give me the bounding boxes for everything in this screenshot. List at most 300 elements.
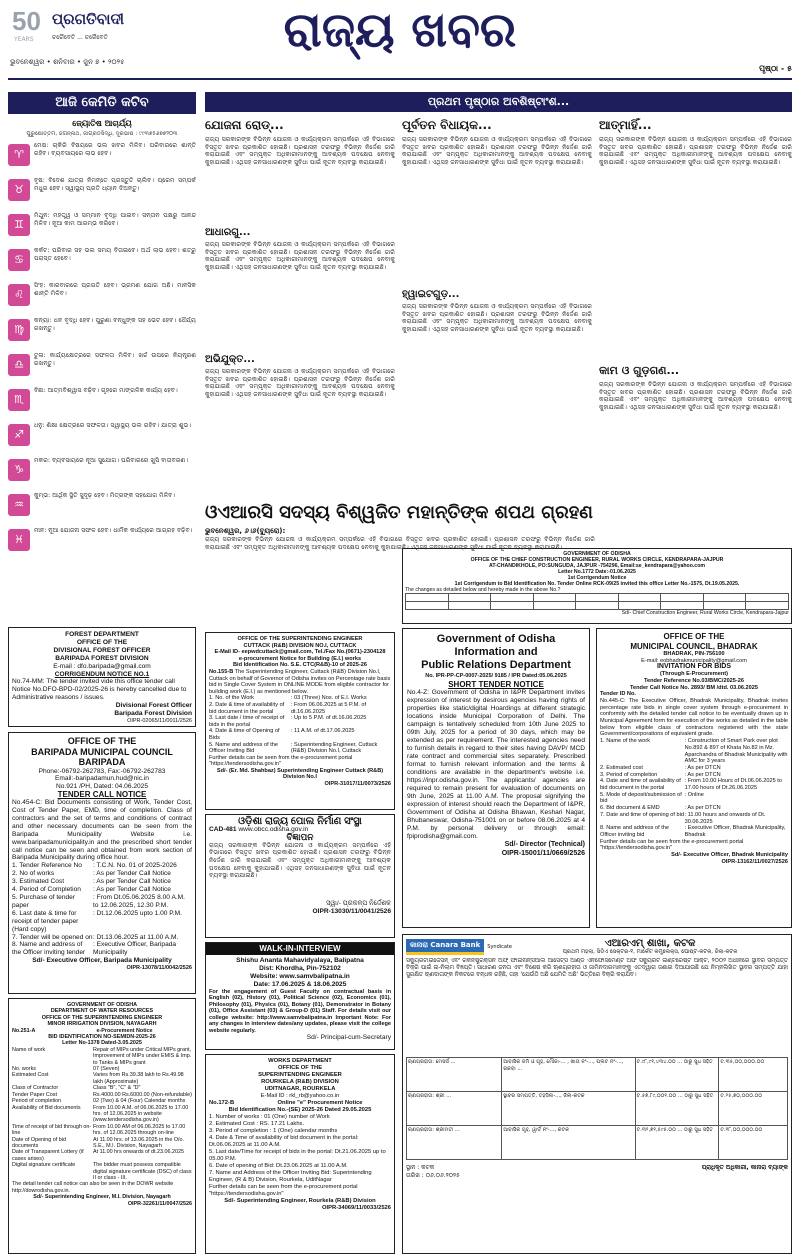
forest-ref: OIPR-02065/11/0011/2526: [127, 717, 192, 724]
notice-row: [12, 1137, 192, 1150]
article-3-heading: ଆତ୍ମାହିଁ...: [599, 118, 652, 132]
forest-title3: DIVISIONAL FOREST OFFICER: [53, 646, 151, 654]
article-2-heading: ପୂର୍ବତନ ବିଧାୟକ...: [402, 118, 492, 132]
horoscope-item: [8, 142, 196, 177]
ipr-ref: OIPR-15001/11/0669/2526: [501, 849, 585, 857]
article-col-3: [599, 118, 792, 548]
canara-table: [406, 1057, 788, 1160]
notice-row-value: : 03 (Three) Nos. of E.I. Works: [290, 695, 367, 702]
article-3-body: ରାଜ୍ୟ ସରକାରଙ୍କ ବିଭିନ୍ନ ଯୋଜନା ଓ କାର୍ଯ୍ୟକ୍ରମ ସମ୍ପର୍କରେ ଏହି ବିଭାଗରେ ବିସ୍ତୃତ ଖବର ପ୍ରକାଶିତ ହୋଇଛି। ପ୍ରଶାସନ ତରଫରୁ ବିଭିନ୍ନ ନିର୍ଦ୍ଦେଶ ଜାରି କରାଯାଇଛି ଏବଂ ସମ୍ପୃକ୍ତ ଅଧିକାରୀମାନଙ୍କୁ ଆବଶ୍ୟକ ପଦକ୍ଷେପ ନେବାକୁ କୁହାଯାଇଛି। ଏଥିସହ ଜନସାଧାରଣଙ୍କ ସୁବିଧା ପାଇଁ ନୂତନ ବ୍ୟବସ୍ଥା କରାଯାଇଛି।: [599, 136, 792, 166]
rwss-notice: [402, 548, 792, 624]
notice-row: [209, 715, 391, 728]
rourkela-no: No.172-B: [209, 1100, 235, 1106]
zodiac-icon: ♎: [8, 354, 30, 376]
brand-name: ପ୍ରଗତିବାଦୀ: [52, 10, 125, 28]
baripada-sign: Sd/- Executive Officer, Baripada Municipality: [32, 957, 172, 965]
zodiac-icon: ♍: [8, 319, 30, 341]
rourkela-ref: OIPR-34069/11/0033/2526: [322, 1205, 391, 1211]
canara-date: ତାରିଖ : ୦୬.୦୬.୨୦୨୫: [406, 1172, 460, 1179]
notice-row: [209, 728, 391, 741]
notice-row: [209, 1163, 391, 1170]
notice-row-key: 5. Name and address of the Officer Inviting Bid: [209, 741, 279, 755]
zodiac-icon: ♒: [8, 494, 30, 516]
article-3-body-2: ରାଜ୍ୟ ସରକାରଙ୍କ ବିଭିନ୍ନ ଯୋଜନା ଓ କାର୍ଯ୍ୟକ୍ରମ ସମ୍ପର୍କରେ ଏହି ବିଭାଗରେ ବିସ୍ତୃତ ଖବର ପ୍ରକାଶିତ ହୋଇଛି। ପ୍ରଶାସନ ତରଫରୁ ବିଭିନ୍ନ ନିର୍ଦ୍ଦେଶ ଜାରି କରାଯାଇଛି ଏବଂ ସମ୍ପୃକ୍ତ ଅଧିକାରୀମାନଙ୍କୁ ଆବଶ୍ୟକ ପଦକ୍ଷେପ ନେବାକୁ କୁହାଯାଇଛି। ଏଥିସହ ଜନସାଧାରଣଙ୍କ ସୁବିଧା ପାଇଁ ନୂତନ ବ୍ୟବସ୍ଥା କରାଯାଇଛି।: [599, 381, 792, 411]
notice-row-value: : 11.00 hours and onwards of Dt. 30.06.2025: [684, 811, 766, 825]
canara-address: ପ୍ରଥମ ମହଲା, ସିଡିଏ ସେକ୍ଟର-୧, ମାର୍କେଟ କମ୍ପ୍ଲେକ୍ସ, ପୋଷ୍ଟ-କଟକ, ଜିଲା-କଟକ: [562, 949, 738, 955]
rwss-title1: GOVERNMENT OF ODISHA: [563, 551, 631, 557]
bhadrak-body: No.445-C: The Executive Officer, Bhadrak Municipality, Bhadrak invites percentage rate bids in single cover system through e-procurement in conformity with the detailed tender call notice to be eventually drawn up in Municipal Agreement form for execution of the works as detailed in the table below from eligible class of contractors registered with the state Government/corporations of equivalent grade.: [600, 697, 788, 738]
water-title1: GOVERNMENT OF ODISHA: [66, 1002, 138, 1008]
canara-branch: ଏଆରଏମ୍ ଶାଖା, କଟକ: [604, 938, 696, 949]
notice-row-value: Varies from Rs.39.38 lakh to Rs.49.98 lakh (Approximate): [93, 1072, 184, 1085]
rwss-note: The changes as detailed below and hereby made in the above No.?: [405, 587, 561, 593]
bhadrak-table: [600, 738, 788, 839]
article-2-body-2: ରାଜ୍ୟ ସରକାରଙ୍କ ବିଭିନ୍ନ ଯୋଜନା ଓ କାର୍ଯ୍ୟକ୍ରମ ସମ୍ପର୍କରେ ଏହି ବିଭାଗରେ ବିସ୍ତୃତ ଖବର ପ୍ରକାଶିତ ହୋଇଛି। ପ୍ରଶାସନ ତରଫରୁ ବିଭିନ୍ନ ନିର୍ଦ୍ଦେଶ ଜାରି କରାଯାଇଛି ଏବଂ ସମ୍ପୃକ୍ତ ଅଧିକାରୀମାନଙ୍କୁ ଆବଶ୍ୟକ ପଦକ୍ଷେପ ନେବାକୁ କୁହାଯାଇଛି। ଏଥିସହ ଜନସାଧାରଣଙ୍କ ସୁବିଧା ପାଇଁ ନୂତନ ବ୍ୟବସ୍ଥା କରାଯାଇଛି।: [402, 303, 592, 333]
notice-row-key: Date of Transparent Lottery (if cases arises): [12, 1149, 84, 1162]
rwss-title3: AT-CHANDIKHOLE, PO:SUNGUDA, JAJPUR -754296, Email:se_kendrapara@yahoo.com: [489, 563, 705, 569]
notice-row-key: Tender Paper Cost: [12, 1091, 57, 1098]
notice-row: [209, 1149, 391, 1163]
rwss-sub: 1st Corrigendum to Bid Identification No. Tender Online RCK-09/25 invited this office Letter No.-1575, Dt.19.05.2025.: [454, 581, 740, 587]
water-title3: OFFICE OF THE SUPERINTENDING ENGINEER: [41, 1014, 163, 1021]
notice-row: [12, 886, 192, 894]
notice-row-value: : Executive Officer, Baripada Municipality: [93, 941, 177, 957]
article-2-subheading: ହ୍ୱାଇଟଗୁଡ଼...: [402, 289, 460, 300]
notice-row-key: 2. Estimated Cost : RS. 17.21 Lakhs.: [209, 1121, 305, 1127]
ipr-body: No.4-Z: Government of Odisha in I&PR Department invites expression of interest by desirous agencies having rights of properties like static/digital Hoardings at different strategic locations inside Municipal Corporation of Delhi. The campaign is tentatively scheduled from 10th June 2025 to 09th July, 2025 for a period of 30 days, which may be extended as per requirement. The interested agencies need to furnish details in regard to their sites having DAVP/ MCD rate contract and commercial sites separately. Prescribed format to furnish relevant information and the terms & conditions are available in the department's website i.e. https://inpr.odisha.gov.in. The applicants/ agencies are required to remain present for evaluation of documents on 9th June, 2025 at 11.00 A.M. The proposal signifying the expression of interest should reach the Department of I&PR, Government of Odisha at Odisha Bhawan, Keshari Nagar, Bhubaneswar, Odisha-751001 on or before 08.06.2025 at 4 P.M. by personal delivery or through email: fpiprodisha@gmail.com.: [407, 689, 585, 840]
baripada-body: No.454-C: Bid Documents consisting of Work, Tender Cost, Cost of Tender Paper, EMD, time of completion. Class of contractors and the set of terms and conditions of contract and other necessary documents can be seen from the Baripada Municipality Website i.e. www.baripadamunicipality.in and the prescribed short tender call notice can be seen and obtained from work section of Baripada Municipality during office hour.: [12, 799, 192, 862]
canara-table-cell: ଟ.୧୮,୦୦,୦୦୦.୦୦: [719, 1126, 788, 1160]
notice-row-key: 8. Name and address of the Officer inviting tender: [12, 941, 86, 957]
lead-dateline: ଭୁବନେଶ୍ୱର, ୬।୬(ବ୍ୟୁରୋ):: [205, 527, 286, 535]
zodiac-icon: ♊: [8, 214, 30, 236]
dateline: ଭୁବନେଶ୍ୱର • ଶନିବାର • ଜୁନ ୭ • ୨୦୨୫: [10, 58, 125, 66]
notice-row-value: : Dt.13.06.2025 at 11.00 A.M.: [93, 933, 179, 941]
article-1-body: ରାଜ୍ୟ ସରକାରଙ୍କ ବିଭିନ୍ନ ଯୋଜନା ଓ କାର୍ଯ୍ୟକ୍ରମ ସମ୍ପର୍କରେ ଏହି ବିଭାଗରେ ବିସ୍ତୃତ ଖବର ପ୍ରକାଶିତ ହୋଇଛି। ପ୍ରଶାସନ ତରଫରୁ ବିଭିନ୍ନ ନିର୍ଦ୍ଦେଶ ଜାରି କରାଯାଇଛି ଏବଂ ସମ୍ପୃକ୍ତ ଅଧିକାରୀମାନଙ୍କୁ ଆବଶ୍ୟକ ପଦକ୍ଷେପ ନେବାକୁ କୁହାଯାଇଛି। ଏଥିସହ ଜନସାଧାରଣଙ୍କ ସୁବିଧା ପାଇଁ ନୂତନ ବ୍ୟବସ୍ଥା କରାଯାଇଛି।: [205, 136, 395, 166]
water-notice: [8, 998, 196, 1254]
notice-row: [600, 812, 788, 825]
horoscope-item: [8, 422, 196, 457]
interview-sign: Sd/- Principal-cum-Secretary: [306, 1034, 391, 1042]
canara-table-cell: ସ୍ଥାବର ସମ୍ପତ୍ତି, ତହସିଲ-..., ଜିଲା-କଟକ: [502, 1092, 635, 1126]
notice-row-value: : As per Tender Call Notice: [93, 878, 171, 886]
water-footer: The detail tender call notice can also be seen in the DOWR website http://dowrodisha.gov.in.: [12, 1181, 174, 1194]
interview-title: Shishu Ananta Mahavidyalaya, Balipatna: [236, 957, 364, 964]
cuttack-ref: OIPR-31017/11/0073/2526: [324, 781, 391, 788]
notice-row-value: : As per DTCN: [684, 764, 721, 771]
notice-row-key: 3. Last date / time of receipt of bids in the portal: [209, 715, 285, 728]
horoscope-text: ଧନୁ: ଶିକ୍ଷା କ୍ଷେତ୍ରରେ ସଫଳତା। ସ୍ୱାସ୍ଥ୍ୟ ଭଲ ରହିବ। ଯାତ୍ରା ଶୁଭ।: [34, 422, 192, 429]
water-letter: Letter No-1378 Dated-3.05.2025: [62, 1040, 142, 1047]
horoscope-item: [8, 317, 196, 352]
notice-row-value: : Online: [684, 791, 704, 798]
horoscope-text: କର୍କଟ: ପରିବାର ସହ ଭଲ ସମୟ ବିତାଇବେ। ଅର୍ଥ ଲାଭ ହେବ। ଶତ୍ରୁ ପରାସ୍ତ ହେବେ।: [34, 247, 196, 262]
article-col-1: [205, 118, 395, 500]
obcc-heading: ବିଜ୍ଞାପନ: [286, 831, 314, 842]
notice-row: [209, 1170, 391, 1184]
ipr-notice: [402, 628, 590, 928]
canara-table-cell: ଟ.୩୨,୭୧,୫୯୫.୦୦ ... ଠାରୁ ସୁଧ ସହିତ: [635, 1126, 719, 1160]
article-1-subheading-2: ଅଭିଯୁକ୍ତ...: [205, 354, 255, 365]
horoscope-author: ଜ୍ୟୋତିଷ ଆଚାର୍ଯ୍ୟ: [72, 119, 132, 128]
horoscope-panel: [8, 92, 196, 622]
notice-row: [12, 870, 192, 878]
notice-row-value: 02 (Two) & 04 (Four) Calendar months: [93, 1098, 186, 1105]
notice-row-key: Period of completion: [12, 1098, 62, 1105]
notice-row-key: 6. Bid document & EMD: [600, 805, 660, 812]
canara-table-row: [407, 1058, 788, 1092]
notice-row-value: Repair of MIPs under Critical MIPs grant, Improvement of MIPs under EMIS & Imp. to Tanks & MIPs grant: [93, 1046, 192, 1066]
notice-row-value: : Executive Officer, Bhadrak Municipality, Bhadrak: [684, 825, 786, 838]
canara-place: ସ୍ଥାନ : କଟକ: [406, 1164, 435, 1171]
ipr-no: No. IPR-PP-CP-0007-2025/ 9185 / IPR Dated:05.06.2025: [425, 673, 567, 679]
notice-row-key: 1. No. of the Work: [209, 695, 254, 702]
notice-row-key: Class of Contractor: [12, 1085, 59, 1092]
canara-sign: ପ୍ରାଧିକୃତ ଅଧିକାରୀ, କାନାରା ବ୍ୟାଙ୍କ: [701, 1164, 788, 1171]
notice-row: [209, 1128, 391, 1135]
article-1-subheading: ଆଧାରଗୁ...: [205, 227, 251, 238]
rourkela-title2: OFFICE OF THE: [277, 1065, 323, 1071]
horoscope-item: [8, 352, 196, 387]
notice-row-key: 4. Period of Completion: [12, 886, 81, 894]
cuttack-no: No.155-B: [209, 668, 234, 675]
notice-row-value: : As per Tender Call Notice: [93, 886, 171, 894]
canara-logo: [406, 939, 484, 955]
canara-tag: Syndicate: [487, 944, 512, 950]
notice-row-key: 7. Tender will be opened on: [12, 933, 93, 941]
notice-row: [12, 1162, 192, 1181]
canara-table-cell: ଆବାସିକ ଗୃହ, ୱାର୍ଡ ନଂ-..., କଟକ: [502, 1126, 635, 1160]
rourkela-sign: Sd/- Superintending Engineer, Rourkela (R&B) Division: [224, 1198, 376, 1204]
notice-row-key: 8. Name and address of the Officer inviting bid: [600, 825, 670, 838]
obcc-no: CAD-481: [209, 825, 237, 833]
masthead: [0, 0, 800, 84]
article-col-2: [402, 118, 592, 500]
horoscope-text: ବିଛା: ଆତ୍ମବିଶ୍ୱାସ ବଢ଼ିବ। ଗୃହରେ ମାଙ୍ଗଳିକ କାର୍ଯ୍ୟ ହେବ।: [34, 387, 178, 394]
cuttack-footer: Further details can be seen from the e-procurement portal "https://tendersodisha.gov.in": [209, 754, 353, 768]
notice-row-key: 1. Name of the work: [600, 738, 651, 745]
baripada-title1: OFFICE OF THE: [67, 736, 137, 746]
canara-table-cell: ଆବାସିକ ଜମି ଓ ଗୃହ, ମୌଜା-... , ଖାତା ନଂ-..., ପ୍ଲଟ ନଂ-..., ରକବା ...: [502, 1058, 635, 1092]
notice-row-key: 2. Date & time of availability of bid document in the portal: [209, 701, 285, 715]
notice-row-key: 3. Estimated Cost: [12, 878, 65, 886]
water-title4: MINOR IRRIGATION DIVISION, NAYAGARH: [47, 1021, 157, 1028]
canara-table-row: [407, 1126, 788, 1160]
notice-row: [12, 1124, 192, 1137]
rwss-title2: OFFICE OF THE CHIEF CONSTRUCTION ENGINEER, RURAL WORKS CIRCLE, KENDRAPARA-JAJPUR: [470, 557, 724, 563]
notice-row-key: Time of receipt of bid through on-line: [12, 1123, 92, 1137]
horoscope-text: ତୁଳା: କାର୍ଯ୍ୟକ୍ଷେତ୍ରରେ ସଫଳତା ମିଳିବ। ଖର୍ଚ୍ଚ ଉପରେ ନିୟନ୍ତ୍ରଣ ରଖନ୍ତୁ।: [34, 352, 196, 367]
cuttack-title1: OFFICE OF THE SUPERINTENDING ENGINEER: [237, 636, 363, 642]
horoscope-item: [8, 247, 196, 282]
article-1-heading: ଯୋଜନା ରୋଡ୍...: [205, 118, 284, 132]
horoscope-text: ମିଥୁନ: ମହତ୍ତ୍ୱ ଓ ସମ୍ମାନ ବୃଦ୍ଧି ପାଇବ। ସନ୍ତାନ ପକ୍ଷରୁ ଆନନ୍ଦ ମିଳିବ। ନୂଆ କାମ ଆରମ୍ଭ କରିବେ।: [34, 212, 196, 227]
forest-title4: BARIPADA FOREST DIVISION: [55, 654, 149, 662]
baripada-table: [12, 862, 192, 957]
page-number: ପୃଷ୍ଠା - ୫: [759, 64, 792, 73]
notice-row: [600, 825, 788, 838]
page-title: ରାଜ୍ୟ ଖବର: [283, 2, 517, 58]
interview-heading: WALK-IN-INTERVIEW: [206, 943, 394, 955]
notice-row: [12, 1072, 192, 1085]
water-table: [12, 1047, 192, 1182]
bhadrak-title3: BHADRAK, PIN-756100: [663, 651, 725, 657]
horoscope-item: [8, 282, 196, 317]
horoscope-author-note: ପୁରୁଷୋତ୍ତମ, ଜଗନ୍ନାଥ, ଜାଗ୍ରତସିଦ୍ଧି, ଦୂରଭାଷ : ୯୯୩୭୫୬୭୭୨୦୩: [26, 131, 178, 137]
rwss-heading: 1st Corrigendum Notice: [567, 575, 627, 581]
canara-table-cell: ଟ.୫୭,୮୯,୦୦୧.୦୦ ... ଠାରୁ ସୁଧ ସହିତ: [635, 1092, 719, 1126]
cuttack-title2: CUTTACK (R&B) DIVISION NO.I, CUTTACK: [243, 642, 357, 649]
notice-row-key: Estimated Cost: [12, 1072, 49, 1079]
cuttack-sign: Sd/- (Er. Md. Shahbaz) Superintending Engineer Cuttack (R&B) Division No.I: [216, 767, 384, 781]
cuttack-sub: Bid Identification No. S.E. CTC(R&B)-10 of 2025-26: [233, 662, 367, 669]
bhadrak-title1: OFFICE OF THE: [663, 632, 725, 641]
notice-row-key: 4. Date and time of availability of bid document in the portal: [600, 778, 681, 792]
notice-row: [12, 934, 192, 942]
notice-row-value: At 11.00 hrs. of 13.06.2025 in the O/o. S.E., M.I. Division, Nayagarh: [93, 1136, 185, 1149]
horoscope-heading: ଆଜି କେମିତି କଟିବ: [8, 92, 196, 114]
notice-row-key: Date of Opening of bid documents: [12, 1136, 66, 1149]
obcc-ref: OIPR-13030/11/0041/2526: [312, 907, 391, 915]
baripada-heading: TENDER CALL NOTICE: [57, 790, 147, 800]
notice-row: [209, 702, 391, 715]
horoscope-text: କୁମ୍ଭ: ଆର୍ଥିକ ସ୍ଥିତି ସୁଦୃଢ଼ ହେବ। ମିତ୍ରଙ୍କ ସହଯୋଗ ମିଳିବ।: [34, 492, 176, 499]
horoscope-text: ବୃଷ: ବିଦେଶ ଯାତ୍ରା ନିମନ୍ତେ ପ୍ରସ୍ତୁତି ଚାଲିବ। ପ୍ରେମ ସମ୍ପର୍କ ମଧୁର ହେବ। ସ୍ୱାସ୍ଥ୍ୟ ପ୍ରତି ଧ୍ୟାନ ଦିଅନ୍ତୁ।: [34, 177, 196, 192]
bhadrak-ref: OIPR-13162/11/0027/2526: [721, 858, 788, 865]
notice-row: [600, 805, 788, 812]
canara-table-cell: ଟ.୨୫,୭୦,୦୦୦.୦୦: [719, 1092, 788, 1126]
zodiac-icon: ♐: [8, 424, 30, 446]
notice-row: [209, 742, 391, 755]
forest-email: E-mail : dfo.baripada@gmail.com: [53, 662, 151, 670]
rourkela-title3: SUPERINTENDING ENGINEER: [258, 1072, 342, 1078]
notice-row-value: : As per DTCN: [684, 771, 721, 778]
forest-heading: CORRIGENDUM NOTICE NO.1: [54, 670, 150, 678]
notice-row: [12, 862, 192, 870]
baripada-email: Email:-baripadamun.hud@nic.in: [55, 775, 149, 783]
article-3-subheading: କାମ ଓ ଗୁଡ଼ଗଣ...: [599, 364, 680, 377]
notice-row-value: From 10.00 A.M. of 06.06.2025 to 17.00 hrs. of 12.06.2025 in website (www.tendersodisha.gov.in): [93, 1104, 189, 1124]
baripada-title2: BARIPADA MUNICIPAL COUNCIL: [31, 746, 173, 757]
article-2-body: ରାଜ୍ୟ ସରକାରଙ୍କ ବିଭିନ୍ନ ଯୋଜନା ଓ କାର୍ଯ୍ୟକ୍ରମ ସମ୍ପର୍କରେ ଏହି ବିଭାଗରେ ବିସ୍ତୃତ ଖବର ପ୍ରକାଶିତ ହୋଇଛି। ପ୍ରଶାସନ ତରଫରୁ ବିଭିନ୍ନ ନିର୍ଦ୍ଦେଶ ଜାରି କରାଯାଇଛି ଏବଂ ସମ୍ପୃକ୍ତ ଅଧିକାରୀମାନଙ୍କୁ ଆବଶ୍ୟକ ପଦକ୍ଷେପ ନେବାକୁ କୁହାଯାଇଛି। ଏଥିସହ ଜନସାଧାରଣଙ୍କ ସୁବିଧା ପାଇଁ ନୂତନ ବ୍ୟବସ୍ଥା କରାଯାଇଛି।: [402, 136, 592, 166]
horoscope-text: ସିଂହ: କାରବାରରେ ପ୍ରଗତି ହେବ। ଭ୍ରମଣ ଯୋଗ ଅଛି। ମାନସିକ ଶାନ୍ତି ମିଳିବ।: [34, 282, 196, 297]
horoscope-text: ମକର: ବ୍ୟବସାୟରେ ନୂଆ ସୁଯୋଗ। ପରିବାରରେ ଖୁସି ବାତାବରଣ।: [34, 457, 189, 464]
zodiac-icon: ♑: [8, 459, 30, 481]
canara-table-row: [407, 1092, 788, 1126]
notice-row-value: : Dt.12.06.2025 upto 1.00 P.M.: [93, 909, 182, 917]
notice-row-value: : From 10.00 Hours of Dt.06.06.2025 to 17.00 hours of Dt.26.06.2025: [684, 778, 782, 792]
canara-notice: [402, 934, 792, 1254]
article-1-body-3: ରାଜ୍ୟ ସରକାରଙ୍କ ବିଭିନ୍ନ ଯୋଜନା ଓ କାର୍ଯ୍ୟକ୍ରମ ସମ୍ପର୍କରେ ଏହି ବିଭାଗରେ ବିସ୍ତୃତ ଖବର ପ୍ରକାଶିତ ହୋଇଛି। ପ୍ରଶାସନ ତରଫରୁ ବିଭିନ୍ନ ନିର୍ଦ୍ଦେଶ ଜାରି କରାଯାଇଛି ଏବଂ ସମ୍ପୃକ୍ତ ଅଧିକାରୀମାନଙ୍କୁ ଆବଶ୍ୟକ ପଦକ୍ଷେପ ନେବାକୁ କୁହାଯାଇଛି। ଏଥିସହ ଜନସାଧାରଣଙ୍କ ସୁବିଧା ପାଇଁ ନୂତନ ବ୍ୟବସ୍ଥା କରାଯାଇଛି।: [205, 368, 395, 398]
notice-row: [600, 772, 788, 779]
baripada-ref: OIPR-13078/11/0042/2526: [126, 965, 192, 972]
forest-sign1: Divisional Forest Officer: [115, 702, 192, 710]
notice-row: [12, 910, 192, 934]
notice-row: [600, 792, 788, 805]
rourkela-email: E-Mail ID : rkl_rb@yahoo.co.in: [260, 1093, 340, 1099]
notice-row-key: Availability of Bid documents: [12, 1104, 81, 1111]
obcc-body: ରାଜ୍ୟ ସରକାରଙ୍କ ବିଭିନ୍ନ ଯୋଜନା ଓ କାର୍ଯ୍ୟକ୍ରମ ସମ୍ପର୍କରେ ଏହି ବିଭାଗରେ ବିସ୍ତୃତ ଖବର ପ୍ରକାଶିତ ହୋଇଛି। ପ୍ରଶାସନ ତରଫରୁ ବିଭିନ୍ନ ନିର୍ଦ୍ଦେଶ ଜାରି କରାଯାଇଛି ଏବଂ ସମ୍ପୃକ୍ତ ଅଧିକାରୀମାନଙ୍କୁ ଆବଶ୍ୟକ ପଦକ୍ଷେପ ନେବାକୁ କୁହାଯାଇଛି। ଏଥିସହ ଜନସାଧାରଣଙ୍କ ସୁବିଧା ପାଇଁ ନୂତନ ବ୍ୟବସ୍ଥା କରାଯାଇଛି।: [209, 841, 391, 880]
notice-row-key: 2. Estimated cost: [600, 764, 643, 771]
masthead-rule: [8, 78, 792, 80]
cuttack-email: E-Mail ID- eepwdcuttack@gmail.com, Tel./Fax No.(0671)-2304128: [214, 649, 386, 656]
notice-row-value: : As per DTCN: [684, 805, 721, 812]
canara-logo-text: କାନାରା Canara Bank: [410, 941, 481, 949]
bhadrak-sign: Sd/- Executive Officer, Bhadrak Municipality: [671, 852, 788, 859]
logo-years: 50: [12, 6, 41, 36]
notice-row-value: The bidder must possess compatible digital signature certificate (DSC) of class II or class - III.: [93, 1162, 192, 1181]
water-sub: BID IDENTIFICATION NO-SEMIDN-2025-26: [48, 1034, 156, 1041]
bhadrak-sub: (Through E-Procurement): [659, 671, 729, 678]
canara-table-cell: ଟ.୩୫,୦୦,୦୦୦.୦୦: [719, 1058, 788, 1092]
ipr-sign: Sd/- Director (Technical): [504, 841, 585, 848]
canara-table-cell: ଋଣଗ୍ରହୀତା: ଶ୍ରୀ ...: [407, 1092, 502, 1126]
cuttack-table: [209, 695, 391, 754]
horoscope-item: [8, 492, 196, 527]
notice-row: [209, 695, 391, 702]
rourkela-notice: [205, 1054, 395, 1254]
notice-row-key: No. works: [12, 1066, 36, 1073]
zodiac-icon: ♌: [8, 284, 30, 306]
notice-row-key: 4. Date & Time of availability of bid document in the portal: Dt.06.06.2025 at 11.00 A.M.: [209, 1135, 359, 1148]
horoscope-text: କନ୍ୟା: ଧନ ବୃଦ୍ଧି ହେବ। ପୁରୁଣା ବନ୍ଧୁଙ୍କ ସହ ଭେଟ ହେବ। ଧୈର୍ଯ୍ୟ ରଖନ୍ତୁ।: [34, 317, 196, 332]
notice-row: [12, 1149, 192, 1162]
horoscope-item: [8, 387, 196, 422]
horoscope-item: [8, 527, 196, 562]
ipr-title1: Government of Odisha: [436, 633, 556, 645]
notice-row: [600, 778, 788, 791]
cuttack-heading: e-procurement Notice for Building (E.I.) works: [238, 655, 362, 662]
forest-body: No.74-MM: The tender invited vide this office tender call Notice No.DFO-BPD-02/2025-26 is hereby cancelled due to Administrative reasons / issues.: [12, 678, 187, 702]
notice-row-key: 5. Purchase of tender paper: [12, 894, 76, 909]
zodiac-icon: ♋: [8, 249, 30, 271]
notice-row: [12, 1105, 192, 1124]
baripada-contact: Phone:-06792-262783, Fax:-06792-262783: [38, 767, 166, 775]
bhadrak-no2: Tender Call Notice No. 2893/ BM /dtd. 03.06.2025: [630, 684, 758, 691]
bhadrak-no1: Tender Reference No.03/BMC/2025-26: [643, 677, 744, 684]
notice-row-key: 1. Tender Reference No: [12, 862, 82, 870]
rourkela-title1: WORKS DEPARTMENT: [268, 1058, 332, 1064]
article-1-body-2: ରାଜ୍ୟ ସରକାରଙ୍କ ବିଭିନ୍ନ ଯୋଜନା ଓ କାର୍ଯ୍ୟକ୍ରମ ସମ୍ପର୍କରେ ଏହି ବିଭାଗରେ ବିସ୍ତୃତ ଖବର ପ୍ରକାଶିତ ହୋଇଛି। ପ୍ରଶାସନ ତରଫରୁ ବିଭିନ୍ନ ନିର୍ଦ୍ଦେଶ ଜାରି କରାଯାଇଛି ଏବଂ ସମ୍ପୃକ୍ତ ଅଧିକାରୀମାନଙ୍କୁ ଆବଶ୍ୟକ ପଦକ୍ଷେପ ନେବାକୁ କୁହାଯାଇଛି। ଏଥିସହ ଜନସାଧାରଣଙ୍କ ସୁବିଧା ପାଇଁ ନୂତନ ବ୍ୟବସ୍ଥା କରାଯାଇଛି।: [205, 241, 395, 271]
notice-row-value: 07 (Seven): [93, 1066, 120, 1073]
notice-row-value: : From Dt.05.06.2025 8.00 A.M. to 12.06.2025, 12.30 P.M.: [93, 894, 185, 909]
notice-row-key: 2. No of works: [12, 870, 55, 878]
obcc-sign: ସ୍ୱା/- ପ୍ରକଳ୍ପ ନିର୍ଦ୍ଦେଶକ: [326, 899, 391, 907]
zodiac-icon: ♓: [8, 529, 30, 551]
interview-web: Website: www.samvbalipatna.in: [250, 972, 350, 980]
notice-row-key: Digital signature certificate: [12, 1162, 76, 1169]
notice-row-key: 5. Mode of deposit/submission of bid: [600, 791, 682, 805]
horoscope-text: ମେଷ: ଚାକିରି ବିଷୟରେ ଭଲ ଖବର ମିଳିବ। ପରିବାରରେ ଶାନ୍ତି ରହିବ। ବ୍ୟବସାୟରେ ଲାଭ ହେବ।: [34, 142, 196, 157]
notice-row-value: : T.C.N. No. 01 of 2025-2026: [93, 862, 177, 870]
bhadrak-email: E-mail: eobhadrakmunicipality@gmail.com: [641, 657, 747, 664]
ipr-heading: SHORT TENDER NOTICE: [448, 679, 544, 689]
canara-table-cell: ଟ.୯୮,୯୧,୪୩୪.୦୦ ... ଠାରୁ ସୁଧ ସହିତ: [635, 1058, 719, 1092]
interview-notice: [205, 942, 395, 1050]
horoscope-item: [8, 457, 196, 492]
canara-intro: ସିକ୍ୟୁରିଟାଇଜେସନ୍ ଏବଂ ରିକନଷ୍ଟ୍ରକ୍ସନ ଅଫ୍ ଫାଇନାନ୍ସିଆଲ ଆସେଟ୍ସ ଆଣ୍ଡ ଏନଫୋର୍ସମେଣ୍ଟ ଅଫ ସିକ୍ୟୁରିଟି ଇଣ୍ଟରେଷ୍ଟ ଆକ୍ଟ, ୨୦୦୨ ଅଧୀନରେ ସ୍ଥାବର ସମ୍ପତ୍ତି ବିକ୍ରି ପାଇଁ ଇ-ନିଲାମ ବିଜ୍ଞପ୍ତି। ସାଧାରଣ ଜନତା ଏବଂ ବିଶେଷ କରି ଋଣଗ୍ରହୀତା ଓ ଜାମିନଦାରମାନଙ୍କୁ ଏତଦ୍ୱାରା ଜଣାଇ ଦିଆଯାଉଛି ଯେ ନିମ୍ନଲିଖିତ ସ୍ଥାବର ସମ୍ପତ୍ତି ଯାହା ସୁରକ୍ଷିତ ଋଣଦାତାଙ୍କ ନିକଟରେ ବନ୍ଧକ ରହିଛି, ତାହା 'ଯେଉଁଠି ଅଛି ଯେମିତି ଅଛି' ଭିତ୍ତିରେ ବିକ୍ରି କରାଯିବ।: [406, 958, 788, 978]
bhadrak-heading: INVITATION FOR BIDS: [656, 663, 732, 671]
rourkela-title5: UDITNAGAR, ROURKELA: [264, 1086, 336, 1092]
cuttack-body: [209, 669, 391, 695]
bhadrak-title2: MUNICIPAL COUNCIL, BHADRAK: [630, 641, 758, 651]
forest-sign2: Baripada Forest Division: [114, 710, 192, 718]
forest-notice: [8, 627, 196, 727]
ipr-title3: Public Relations Department: [421, 659, 571, 671]
baripada-no: No.921 /PH, Dated: 04.06.2025: [55, 783, 148, 791]
notice-row-value: From 10.00 AM of 06.06.2025 to 17.00 hrs. of 12.06.2025 through on-line: [93, 1123, 186, 1137]
canara-table-cell: ଋଣଗ୍ରହୀତା: ମେସର୍ସ ...: [407, 1058, 502, 1092]
notice-row-key: 7. Date and time of opening of bid: [600, 811, 684, 818]
notice-row-key: 6. Date of opening of Bid: Dt.23.06.2025 at 11.00 A.M.: [209, 1163, 348, 1169]
lead-headline: ଓଏଆରସି ସଦସ୍ୟ ବିଶ୍ୱଜିତ ମହାନ୍ତିଙ୍କ ଶପଥ ଗ୍ରହଣ: [205, 502, 593, 523]
lead-body: ରାଜ୍ୟ ସରକାରଙ୍କ ବିଭିନ୍ନ ଯୋଜନା ଓ କାର୍ଯ୍ୟକ୍ରମ ସମ୍ପର୍କରେ ଏହି ବିଭାଗରେ ବିସ୍ତୃତ ଖବର ପ୍ରକାଶିତ ହୋଇଛି। ପ୍ରଶାସନ ତରଫରୁ ବିଭିନ୍ନ ନିର୍ଦ୍ଦେଶ ଜାରି କରାଯାଇଛି ଏବଂ ସମ୍ପୃକ୍ତ ଅଧିକାରୀମାନଙ୍କୁ ଆବଶ୍ୟକ ପଦକ୍ଷେପ ନେବାକୁ କୁହାଯାଇଛି। ଏଥିସହ ଜନସାଧାରଣଙ୍କ ସୁବିଧା ପାଇଁ ନୂତନ ବ୍ୟବସ୍ଥା କରାଯାଇଛି।: [205, 536, 595, 551]
cuttack-body-text: The Superintending Engineer, Cuttack (R&B) Division No.I, Cuttack on behalf of Governor of Odisha invites on Percentage rate basis bid in Single Cover System in ONLINE MODE from eligible contractor for building work (E.I.) as mentioned below.: [209, 668, 391, 695]
forest-title2: OFFICE OF THE: [76, 638, 128, 646]
notice-row: [12, 941, 192, 957]
notice-row-value: : Up to 5 P.M. of dt.16.06.2025: [290, 715, 367, 722]
zodiac-icon: ♏: [8, 389, 30, 411]
interview-dist: Dist: Khordha, Pin-752102: [259, 964, 341, 972]
bhadrak-footer: Further details can be seen from the e-procurement portal "https://tendersodisha.gov.in": [600, 838, 744, 852]
rwss-sign: Sd/- Chief Construction Engineer, Rural Works Circle, Kendrapara-Jajpur: [621, 610, 789, 616]
notice-row-key: Name of work: [12, 1046, 46, 1053]
canara-table-cell: ଋଣଗ୍ରହୀତା: ଶ୍ରୀମତୀ ...: [407, 1126, 502, 1160]
rourkela-title4: ROURKELA (R&B) DIVISION: [261, 1079, 339, 1085]
ipr-title2: Information and: [454, 646, 538, 658]
zodiac-icon: ♈: [8, 144, 30, 166]
notice-row: [209, 1121, 391, 1128]
notice-row: [600, 765, 788, 772]
notice-row-value: : As per Tender Call Notice: [93, 870, 171, 878]
water-no: No.251-A: [12, 1027, 36, 1034]
rwss-letter: Letter No.1772 Date:-01.06.2025: [558, 569, 636, 575]
notice-row-value: Class "B", "C" & "D": [93, 1085, 141, 1092]
horoscope-item: [8, 177, 196, 212]
interview-body: For the engagement of Guest Faculty on contractual basis in English (02), History (01), Political Science (02), Economics (01), Philosophy (01), Physics (01), Botany (01), Demonstrator in Botany (01), Office Assistant (03) & Group-D (01) Staff. For details visit our college website: http://www.samvbalipatna.in Important Note: For any changes in interview dates/any updates, please visit the college website regularly.: [209, 988, 391, 1034]
continued-banner: ପ୍ରଥମ ପୃଷ୍ଠାର ଅବଶିଷ୍ଟାଂଶ...: [205, 92, 792, 112]
notice-row-key: 6. Last date & time for receipt of tender paper (Hard copy): [12, 909, 79, 933]
notice-row-value: : From 06.06.2025 at 5 P.M. of dt.16.06.2025: [290, 701, 367, 715]
rourkela-table: [209, 1114, 391, 1184]
water-ref: OIPR-32261/11/0047/2526: [127, 1200, 192, 1207]
notice-row-value: Rs.4000.00 Rs.6000.00 (Non-refundable): [93, 1091, 192, 1098]
rwss-table: [405, 593, 789, 610]
obcc-notice: [205, 814, 395, 938]
notice-row: [209, 1114, 391, 1121]
rourkela-heading: Online "e" Procurement Notice: [277, 1100, 363, 1106]
logo-years-label: YEARS: [14, 36, 34, 43]
horoscope-list: [8, 142, 196, 562]
notice-row-value: : Superintending Engineer, Cuttack (R&B) Division No.I, Cuttack: [290, 741, 378, 755]
baripada-notice: [8, 732, 196, 994]
interview-date: Date: 17.06.2025 & 18.06.2025: [253, 980, 347, 988]
notice-row-key: 5. Last date/Time for receipt of bids in the portal: Dt.21.06.2025 up to 05.00 P.M.: [209, 1149, 386, 1162]
notice-row-value: : 11 A.M. of dt.17.06.2025: [290, 728, 355, 735]
notice-row: [209, 1135, 391, 1149]
notice-row-value: : Construction of Smart Park over plot No.892 & 897 of Khata No.82 in Mz. Aparchandra of Bhadrak Municipality with AMC for 3 years: [684, 738, 788, 765]
horoscope-item: [8, 212, 196, 247]
cuttack-notice: [205, 632, 395, 810]
notice-row-key: 3. Period of completion: [600, 771, 658, 778]
brand-tagline: ଚରୈବେତି ... ଚରୈବେତି: [52, 34, 108, 41]
bhadrak-notice: [596, 628, 792, 928]
notice-row-value: At 11.00 hrs onwards of dt.23.06.2025: [93, 1149, 185, 1156]
obcc-website: www.obcc.odisha.gov.in: [238, 825, 309, 833]
notice-row-key: 3. Period of completion : 1 (One) calendar months: [209, 1128, 338, 1134]
notice-row: [12, 878, 192, 886]
notice-row: [12, 894, 192, 910]
